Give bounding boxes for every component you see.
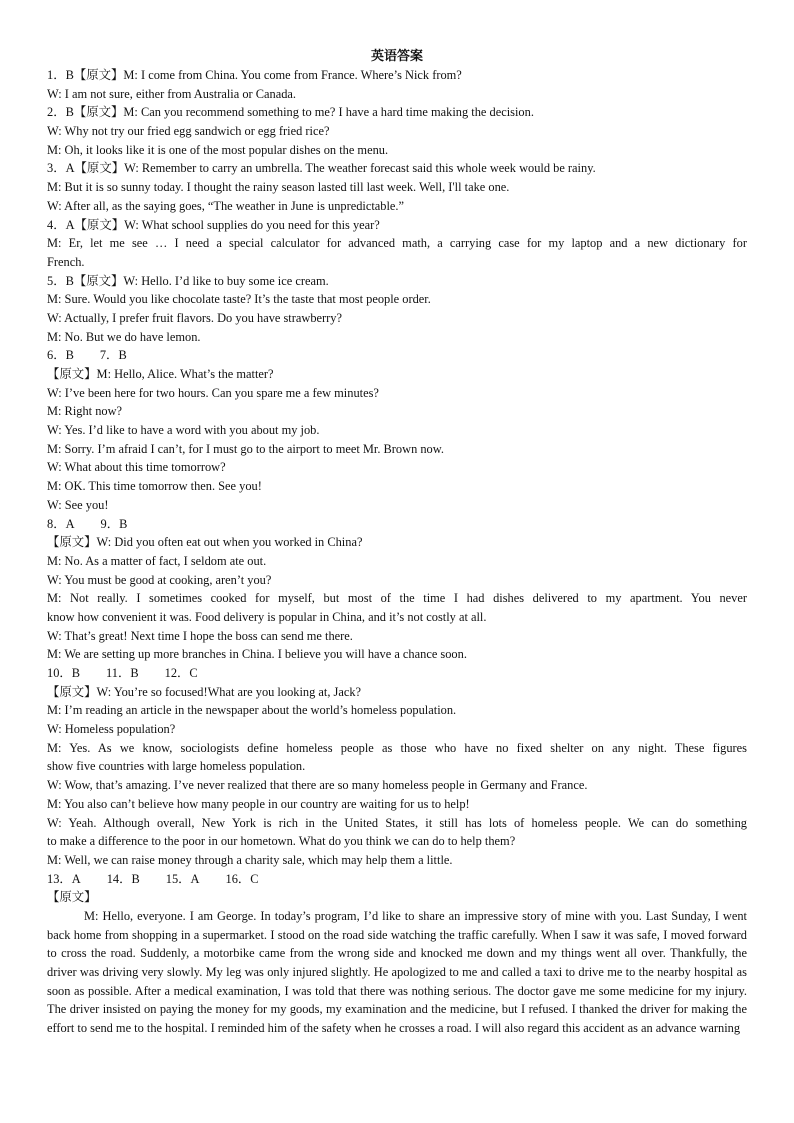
text-line: M: I’m reading an article in the newspaper about the world’s homeless population. <box>47 703 457 718</box>
text-line: M: No. As a matter of fact, I seldom ate out. <box>47 553 267 568</box>
text-line: W: You must be good at cooking, aren’t you? <box>47 572 272 587</box>
text-line: M: Well, we can raise money through a charity sale, which may help them a little. <box>47 852 453 867</box>
text-line: W: That’s great! Next time I hope the boss can send me there. <box>47 628 353 643</box>
answer-label: 12．C <box>164 666 198 680</box>
text-line: 3．A【原文】W: Remember to carry an umbrella. The weather forecast said this whole week would be rainy. <box>47 161 596 176</box>
text-line: 4．A【原文】W: What school supplies do you need for this year? <box>47 217 380 232</box>
text-line: M: But it is so sunny today. I thought the rainy season lasted till last week. Well, I'll take one. <box>47 180 510 195</box>
text-line: 1．B【原文】M: I come from China. You come from France. Where’s Nick from? <box>47 68 462 82</box>
answer-label: 11．B <box>106 666 139 680</box>
text-line: 【原文】M: Hello, Alice. What’s the matter? <box>47 367 274 381</box>
text-line: M: You also can’t believe how many people in our country are waiting for us to help! <box>47 796 470 811</box>
text-line: M: Sure. Would you like chocolate taste? It’s the taste that most people order. <box>47 292 431 307</box>
text-line: M: We are setting up more branches in China. I believe you will have a chance soon. <box>47 647 467 662</box>
text-line: 2．B【原文】M: Can you recommend something to me? I have a hard time making the decision. <box>47 105 534 120</box>
text-line: 【原文】W: You’re so focused!What are you looking at, Jack? <box>47 684 362 699</box>
text-line: M: No. But we do have lemon. <box>47 329 201 344</box>
text-line: W: I am not sure, either from Australia or Canada. <box>47 86 296 101</box>
text-line: M: Yes. As we know, sociologists define homeless people as those who have no fixed shelter on any night. These figures <box>47 740 747 755</box>
text-line: to make a difference to the poor in our hometown. What do you think we can do to help them? <box>47 834 516 849</box>
answer-label: 15．A <box>165 871 200 886</box>
text-line: 【原文】W: Did you often eat out when you worked in China? <box>47 535 363 550</box>
text-line: W: Yes. I’d like to have a word with you about my job. <box>47 423 320 438</box>
text-line: W: Wow, that’s amazing. I’ve never realized that there are so many homeless people in Germany and France. <box>47 778 588 793</box>
answer-label: 6．B <box>47 348 74 363</box>
text-line: M: Not really. I sometimes cooked for myself, but most of the time I had dishes delivered to my apartment. You never <box>47 591 747 606</box>
final-passage: M: Hello, everyone. I am George. In today’s program, I’d like to share an impressive story of mine with you. Last Sunday, I went back home from shopping in a supermarket. I stood on the road side watching the traffic carefully. When I saw it was safe, I moved forward to cross the road. Suddenly, a motorbike came from the wrong side and knocked me down and my things went all over. Thankfully, the driver was driving very slowly. My leg was only injured slightly. He apologized to me and called a taxi to drive me to the nearby hospital as soon as possible. After a medical examination, I was told that there was nothing serious. The doctor gave me some medicine for my injury. The driver insisted on paying the money for my goods, my examination and the medicine, but I refused. I thanked the driver for making the effort to send me to the hospital. I reminded him of the safety when he crosses a road. I will also regard this accident as an advance warning <box>47 908 747 1036</box>
text-line: M: OK. This time tomorrow then. See you! <box>47 479 262 494</box>
text-line: M: Oh, it looks like it is one of the most popular dishes on the menu. <box>47 142 389 157</box>
answer-row <box>47 870 747 889</box>
answer-label: 9．B <box>100 516 128 531</box>
answer-label: 14．B <box>106 871 140 886</box>
text-line: M: Sorry. I’m afraid I can’t, for I must go to the airport to meet Mr. Brown now. <box>47 441 444 456</box>
answer-label: 8．A <box>47 516 75 531</box>
text-line: M: Right now? <box>47 404 123 419</box>
answer-label: 10．B <box>47 666 81 680</box>
answer-label: 16．C <box>225 871 259 886</box>
answer-row <box>47 664 747 683</box>
text-line: W: Why not try our fried egg sandwich or egg fried rice? <box>47 124 330 139</box>
text-line: W: Actually, I prefer fruit flavors. Do you have strawberry? <box>47 310 342 325</box>
text-line: W: After all, as the saying goes, “The weather in June is unpredictable.” <box>47 198 405 213</box>
page-title: 英语答案 <box>370 49 423 64</box>
text-line: W: I’ve been here for two hours. Can you spare me a few minutes? <box>47 385 379 400</box>
text-line: W: See you! <box>47 497 109 512</box>
text-line: M: Er, let me see … I need a special calculator for advanced math, a carrying case for my laptop and a new dictionary for <box>47 236 747 251</box>
text-line: W: Homeless population? <box>47 722 176 737</box>
text-line: 【原文】 <box>47 890 97 905</box>
text-line: W: Yeah. Although overall, New York is rich in the United States, it still has lots of homeless people. We can do something <box>47 815 747 830</box>
text-line: know how convenient it was. Food delivery is popular in China, and it’s not costly at all. <box>47 609 487 624</box>
answer-content <box>47 66 747 1038</box>
text-line: show five countries with large homeless population. <box>47 759 306 774</box>
text-line: French. <box>47 254 85 269</box>
answer-label: 7．B <box>99 348 127 363</box>
answer-label: 13．A <box>47 871 81 886</box>
text-line: W: What about this time tomorrow? <box>47 460 226 475</box>
text-line: 5．B【原文】W: Hello. I’d like to buy some ice cream. <box>47 273 329 288</box>
answer-row <box>47 346 747 365</box>
answer-row <box>47 515 747 534</box>
